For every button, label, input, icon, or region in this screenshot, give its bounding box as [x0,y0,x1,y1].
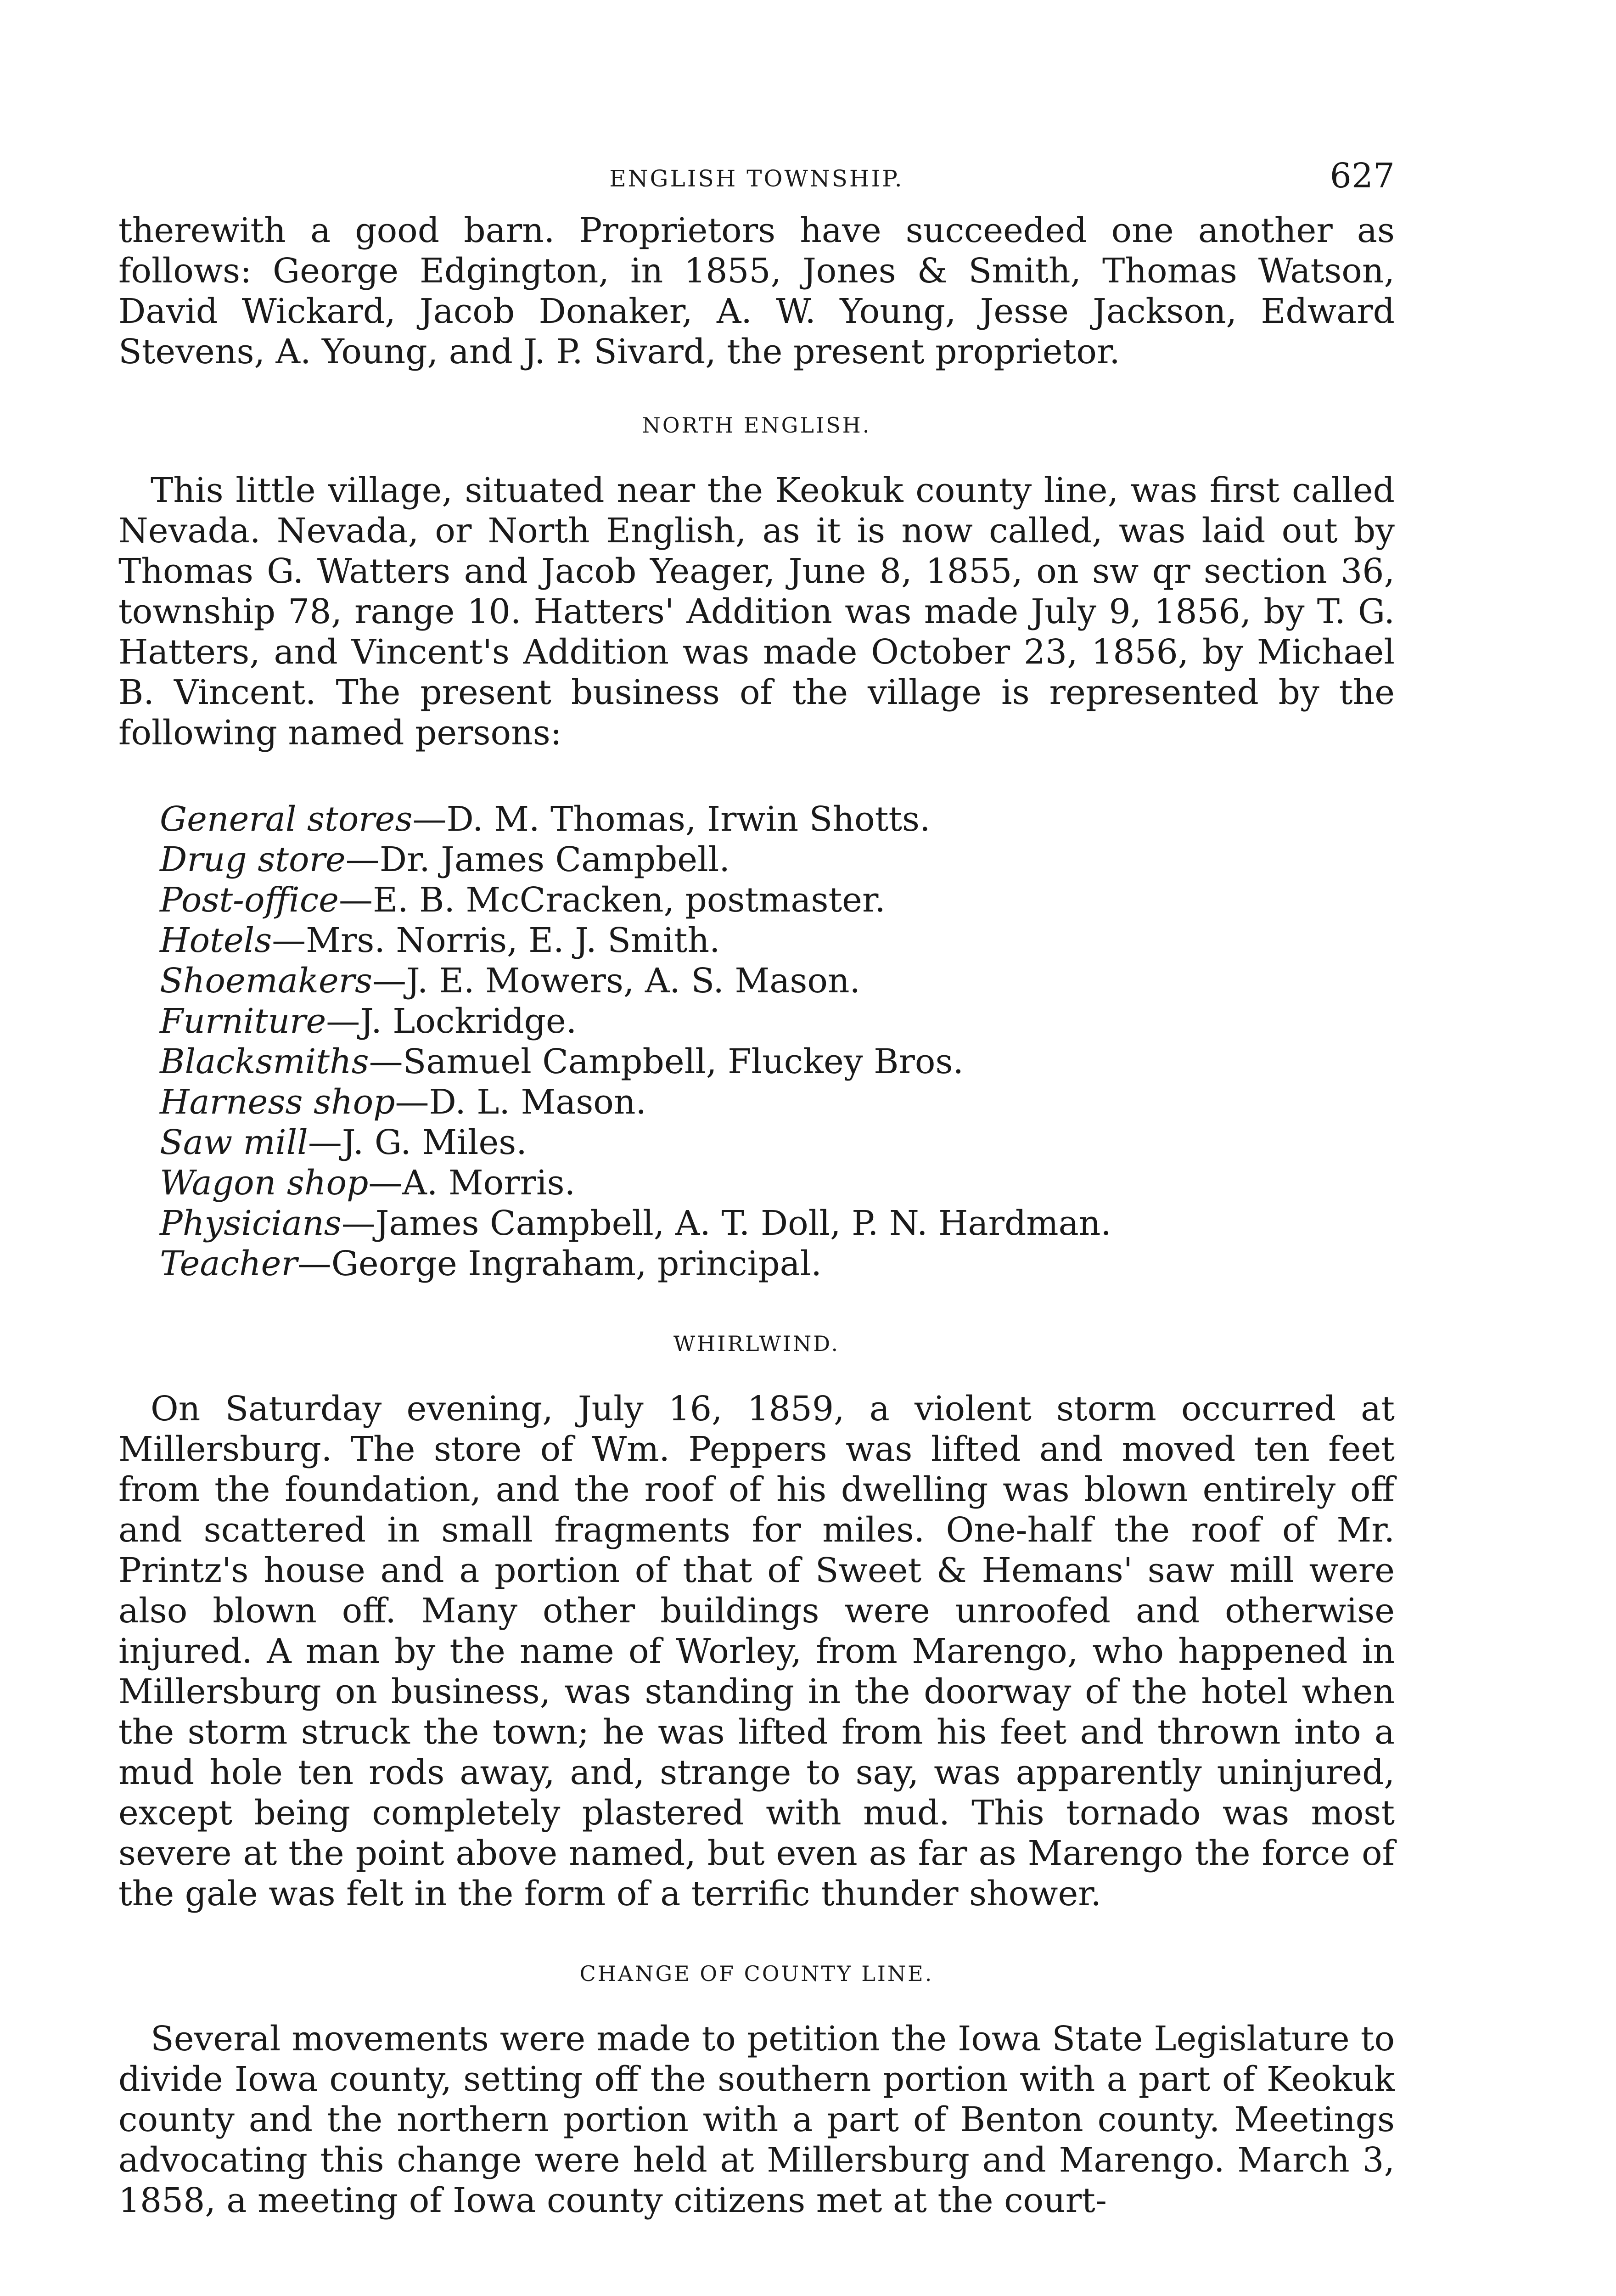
business-entry [160,1163,1395,1203]
business-value: —D. M. Thomas, Irwin Shotts. [412,799,931,839]
business-label: Post-office [160,880,339,920]
business-entry [160,880,1395,920]
business-label: Teacher [160,1244,297,1283]
business-list [118,799,1395,1284]
business-entry [160,961,1395,1001]
business-label: Shoemakers [160,961,372,1001]
business-label: Furniture [160,1002,326,1041]
business-label: Wagon shop [160,1163,369,1203]
intro-paragraph: therewith a good barn. Proprietors have succeeded one another as follows: George Edgington, in 1855, Jones & Smith, Thomas Watson, David Wickard, Jacob Donaker, A. W. Young, Jesse Jackson, Edward Stevens, A. Young, and J. P. Sivard, the present proprietor. [118,211,1395,371]
business-entry [160,1041,1395,1082]
business-entry [160,1244,1395,1284]
business-label: Harness shop [160,1082,395,1122]
business-value: —Dr. James Campbell. [345,840,730,879]
business-value: —A. Morris. [368,1163,576,1203]
county-line-paragraph: Several movements were made to petition the Iowa State Legislature to divide Iowa county, setting off the southern portion with a part of Keokuk county and the northern portion with a part of Benton county. Meetings advocating this change were held at Millersburg and Marengo. March 3, 1858, a meeting of Iowa county citizens met at the court- [118,2019,1395,2220]
business-label: Drug store [160,840,346,879]
running-title: ENGLISH TOWNSHIP. [609,165,904,192]
business-entry [160,1203,1395,1244]
business-label: Hotels [160,921,272,960]
whirlwind-paragraph: On Saturday evening, July 16, 1859, a violent storm occurred at Millersburg. The store of Wm. Peppers was lifted and moved ten feet from the foundation, and the roof of his dwelling was blown entirely off and scattered in small fragments for miles. One-half the roof of Mr. Printz's house and a portion of that of Sweet & Hemans' saw mill were also blown off. Many other buildings were unroofed and otherwise injured. A man by the name of Worley, from Marengo, who happened in Millersburg on business, was standing in the doorway of the hotel when the storm struck the town; he was lifted from his feet and thrown into a mud hole ten rods away, and, strange to say, was apparently uninjured, except being completely plastered with mud. This tornado was most severe at the point above named, but even as far as Marengo the force of the gale was felt in the form of a terrific thunder shower. [118,1389,1395,1913]
page-number: 627 [1330,156,1395,196]
page [118,156,1395,2221]
business-label: Saw mill [160,1123,308,1162]
business-value: —James Campbell, A. T. Doll, P. N. Hardman. [341,1204,1111,1243]
business-value: —J. E. Mowers, A. S. Mason. [372,961,861,1001]
business-entry [160,839,1395,880]
section-heading-whirlwind: WHIRLWIND. [673,1331,840,1356]
business-value: —J. G. Miles. [308,1123,527,1162]
business-value: —E. B. McCracken, postmaster. [338,880,886,920]
business-value: —Samuel Campbell, Fluckey Bros. [369,1042,964,1081]
business-entry [160,1082,1395,1122]
business-value: —D. L. Mason. [395,1082,647,1122]
business-entry [160,1122,1395,1163]
business-label: Blacksmiths [160,1042,369,1081]
business-entry [160,1001,1395,1041]
business-value: —J. Lockridge. [326,1002,577,1041]
running-head [118,156,1395,197]
business-value: —Mrs. Norris, E. J. Smith. [272,921,720,960]
north-english-paragraph: This little village, situated near the Keokuk county line, was first called Nevada. Nevada, or North English, as it is now called, was laid out by Thomas G. Watters and Jacob Yeager, June 8, 1855, on sw qr section 36, township 78, range 10. Hatters' Addition was made July 9, 1856, by T. G. Hatters, and Vincent's Addition was made October 23, 1856, by Michael B. Vincent. The present business of the village is represented by the following named persons: [118,471,1395,753]
business-label: Physicians [160,1204,342,1243]
business-value: —George Ingraham, principal. [297,1244,822,1283]
business-label: General stores [160,799,413,839]
section-heading-county-line: CHANGE OF COUNTY LINE. [579,1961,934,1986]
business-entry [160,920,1395,961]
business-entry [160,799,1395,839]
section-heading-north-english: NORTH ENGLISH. [642,413,871,438]
